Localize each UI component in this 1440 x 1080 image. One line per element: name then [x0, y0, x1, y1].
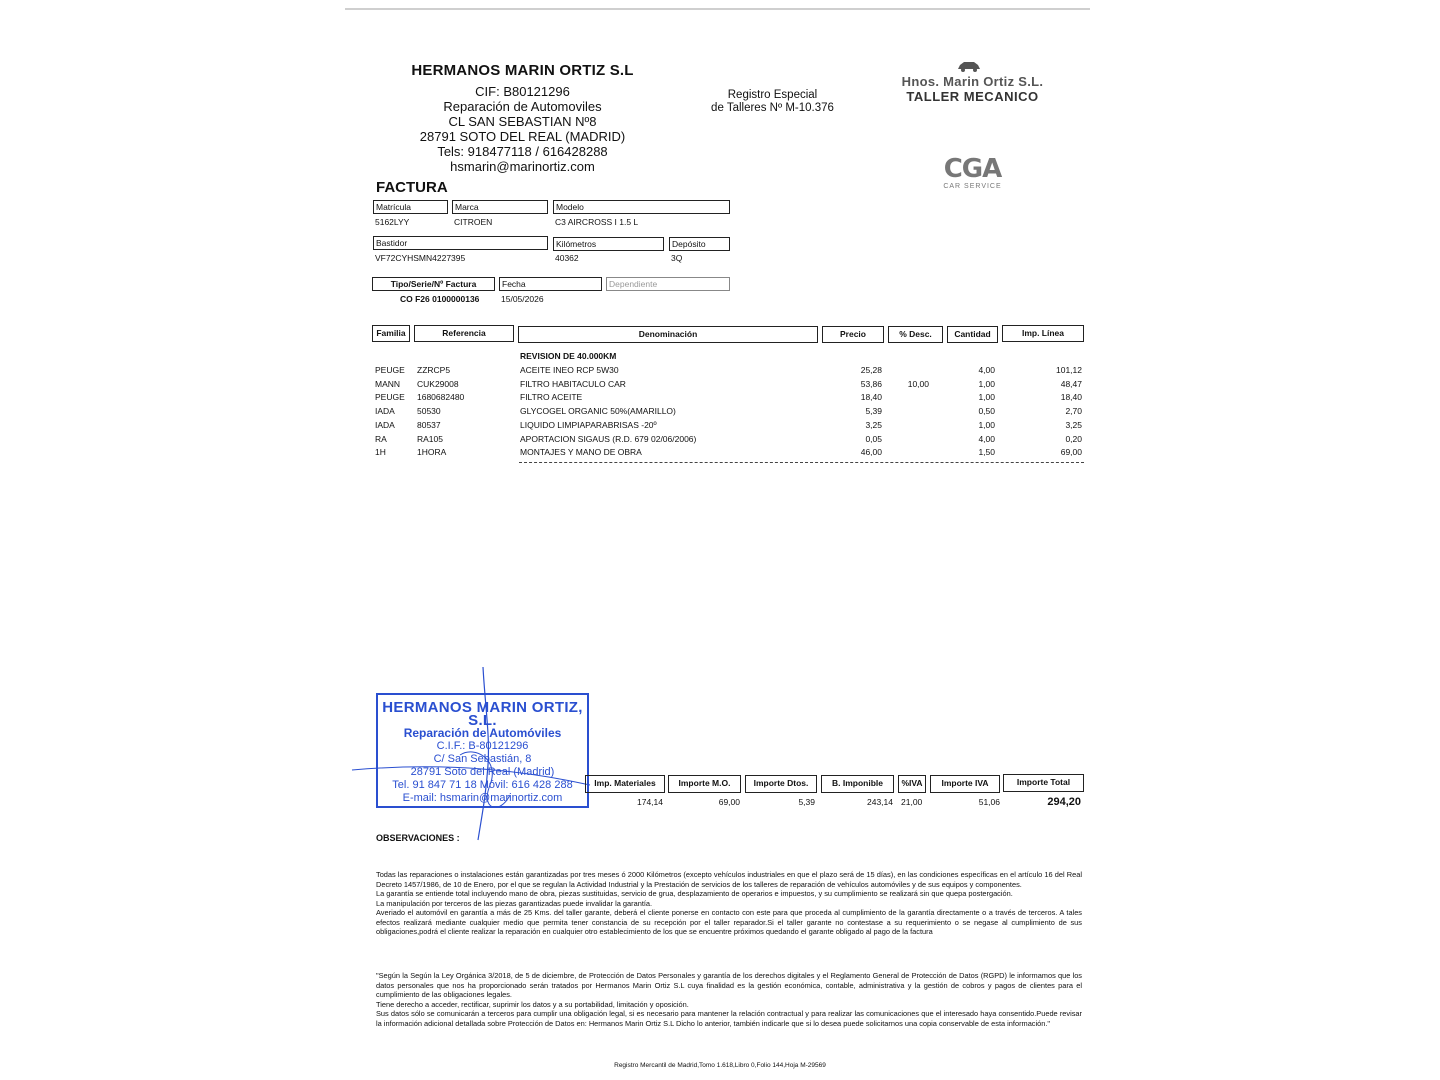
value-invoice-number: CO F26 0100000136 [400, 294, 480, 304]
row-familia: 1H [375, 447, 386, 458]
privacy-q2: Tiene derecho a acceder, rectificar, suprimir los datos y a su portabilidad, limitación y oposición. [376, 999, 689, 1009]
tot-h-base: B. Imponible [821, 775, 894, 793]
row-den: FILTRO ACEITE [520, 392, 583, 403]
tot-h-materiales: Imp. Materiales [585, 775, 665, 793]
company-name: HERMANOS MARIN ORTIZ S.L [411, 62, 634, 79]
value-deposito: 3Q [671, 253, 683, 263]
stamp-line5: 28791 Soto del Real (Madrid) [410, 766, 555, 778]
label-modelo: Modelo [553, 200, 730, 214]
car-icon [956, 60, 982, 72]
row-linea: 48,47 [1060, 378, 1082, 389]
tot-iva: 51,06 [978, 797, 1000, 807]
row-familia: PEUGE [375, 392, 405, 403]
privacy-q1: "Según la Según la Ley Orgánica 3/2018, de 5 de diciembre, de Protección de Datos Personales y garantía de los derechos digitales y el Reglamento General de Protección de Datos (RGPD) le informamos que los datos personales que nos ha proporcionado serán tratados por Hermanos Marin Ortiz S.L cuya finalidad es la gestión económica, contable, administrativa y la gestión de cobros y pagos de clientes para el cumplimiento de las obligaciones legales. [376, 971, 1082, 999]
registry-footer: Registro Mercantil de Madrid,Tomo 1.618,Libro 0,Folio 144,Hoja M-29569 [614, 1062, 826, 1069]
row-precio: 53,86 [860, 378, 882, 389]
cga-logo [930, 155, 1015, 190]
value-fecha: 15/05/2026 [501, 294, 544, 304]
registry-line2: de Talleres Nº M-10.376 [711, 102, 834, 114]
value-kilometros: 40362 [555, 253, 579, 263]
value-marca: CITROEN [454, 217, 493, 227]
tot-h-mo: Importe M.O. [668, 775, 741, 793]
cga-logo-mark: CGA [943, 154, 1002, 184]
col-familia: Familia [372, 325, 410, 342]
row-den: LIQUIDO LIMPIAPARABRISAS -20º [520, 419, 657, 430]
label-tipo-serie: Tipo/Serie/Nº Factura [372, 277, 495, 291]
col-denominacion: Denominación [518, 326, 818, 343]
label-bastidor: Bastidor [373, 236, 548, 250]
warranty-text [376, 870, 1082, 937]
observaciones-label: OBSERVACIONES : [376, 833, 460, 843]
tot-base: 243,14 [867, 797, 893, 807]
stamp-line4: C/ San Sebastián, 8 [433, 753, 532, 765]
row-desc: 10,00 [907, 378, 929, 389]
row-linea: 101,12 [1056, 365, 1082, 375]
row-cant: 1,00 [978, 392, 995, 403]
cga-logo-sub: CAR SERVICE [943, 183, 1002, 190]
tot-h-dtos: Importe Dtos. [745, 775, 817, 793]
table-end-divider [519, 462, 1084, 463]
row-linea: 2,70 [1065, 406, 1082, 417]
company-stamp [376, 693, 589, 808]
company-cif: CIF: B80121296 [475, 84, 570, 99]
label-fecha: Fecha [499, 277, 602, 291]
row-ref: 1680682480 [417, 392, 465, 403]
section-title: REVISION DE 40.000KM [520, 351, 617, 361]
row-precio: 5,39 [865, 406, 882, 417]
label-marca: Marca [452, 200, 548, 214]
value-matricula: 5162LYY [375, 217, 410, 227]
row-linea: 18,40 [1060, 392, 1082, 403]
row-familia: IADA [375, 406, 395, 417]
row-cant: 1,00 [978, 378, 995, 389]
row-ref: 1HORA [417, 447, 447, 458]
row-ref: CUK29008 [417, 378, 459, 389]
col-imp-linea: Imp. Línea [1002, 325, 1084, 342]
row-den: APORTACION SIGAUS (R.D. 679 02/06/2006) [520, 433, 697, 444]
col-cantidad: Cantidad [947, 326, 998, 343]
warranty-p3: La manipulación por terceros de las piezas garantizadas puede invalidar la garantía. [376, 898, 653, 908]
row-precio: 0,05 [865, 433, 882, 444]
row-familia: PEUGE [375, 365, 405, 375]
taller-logo-line1: Hnos. Marin Ortiz S.L. [901, 74, 1044, 89]
col-precio: Precio [822, 326, 884, 343]
company-activity: Reparación de Automoviles [443, 99, 602, 114]
label-matricula: Matrícula [373, 200, 448, 214]
company-city: 28791 SOTO DEL REAL (MADRID) [419, 129, 626, 144]
row-den: ACEITE INEO RCP 5W30 [520, 365, 619, 375]
company-email: hsmarin@marinortiz.com [450, 159, 595, 174]
value-bastidor: VF72CYHSMN4227395 [375, 253, 466, 263]
row-cant: 0,50 [978, 406, 995, 417]
scan-top-edge [345, 8, 1090, 10]
warranty-p2: La garantía se entiende total incluyendo mano de obra, piezas sustituidas, servicio de grua, desplazamiento de operarios e impuestos, y su cumplimiento se realizará sin que quepa postergación. [376, 889, 1013, 898]
col-desc: % Desc. [888, 326, 943, 343]
row-cant: 4,00 [978, 433, 995, 444]
row-familia: RA [375, 433, 387, 444]
row-linea: 0,20 [1065, 433, 1082, 444]
tot-iva-pct: 21,00 [901, 797, 923, 807]
value-modelo: C3 AIRCROSS I 1.5 L [555, 217, 639, 227]
row-linea: 69,00 [1060, 447, 1082, 458]
row-den: MONTAJES Y MANO DE OBRA [520, 447, 642, 458]
stamp-line1: HERMANOS MARIN ORTIZ, S.L. [382, 699, 583, 729]
row-cant: 4,00 [978, 365, 995, 375]
col-referencia: Referencia [414, 325, 514, 342]
row-precio: 25,28 [860, 365, 882, 375]
tot-dtos: 5,39 [798, 797, 815, 807]
stamp-line7: E-mail: hsmarin@marinortiz.com [402, 792, 563, 804]
taller-logo [890, 64, 1055, 104]
company-phones: Tels: 918477118 / 616428288 [437, 144, 608, 159]
row-cant: 1,00 [978, 419, 995, 430]
registry-info [690, 89, 855, 115]
warranty-p4: Averiado el automóvil en garantía a más de 25 Kms. del taller garante, deberá el cliente ponerse en contacto con este para que proceda al cumplimiento de la garantía directamente o a través de terceros. A tales efectos realizará mediante cualquier medio que permita tener constancia de su recepción por el taller reparador.Si el taller garante no contestase a su requerimiento o se negase al cumplimiento de sus obligaciones,podrá el cliente realizar la reparación en cualquier otro establecimiento de los que se encuentre próximos quedando el garante obligado al pago de la factura [376, 908, 1082, 936]
warranty-p1: Todas las reparaciones o instalaciones están garantizadas por tres meses ó 2000 Kilómetros (excepto vehículos industriales en que el plazo será de 15 días), en las condiciones específicas en el artículo 16 del Real Decreto 1457/1986, de 10 de Enero, por el que se regulan la Actividad Industrial y la Prestación de servicios de los talleres de reparación de vehículos automóviles y de sus equipos y componentes. [376, 870, 1082, 889]
row-precio: 18,40 [860, 392, 882, 403]
company-street: CL SAN SEBASTIAN Nº8 [448, 114, 597, 129]
privacy-text [376, 971, 1082, 1028]
row-ref: RA105 [417, 433, 443, 444]
row-ref: ZZRCP5 [417, 365, 451, 375]
label-kilometros: Kilómetros [553, 237, 664, 251]
tot-h-iva-pct: %IVA [898, 775, 926, 793]
tot-materiales: 174,14 [637, 797, 663, 807]
stamp-line2: Reparación de Automóviles [403, 726, 562, 740]
tot-h-iva: Importe IVA [930, 775, 1000, 793]
tot-mo: 69,00 [718, 797, 740, 807]
row-familia: MANN [375, 378, 401, 389]
stamp-line3: C.I.F.: B-80121296 [436, 740, 529, 752]
privacy-q3: Sus datos sólo se comunicarán a terceros para cumplir una obligación legal, si es necesario para mantener la relación contractual y para realizar las comunicaciones que el interesado haya consentido.Puede revisar la información adicional detallada sobre Protección de Datos en: Hermanos Marin Ortiz S.L Dicho lo anterior, también indicarle que si lo desea puede solicitarnos una copia conservable de esta información." [376, 1009, 1082, 1028]
taller-logo-line2: TALLER MECANICO [906, 89, 1039, 104]
row-precio: 46,00 [860, 447, 882, 458]
row-ref: 50530 [417, 406, 441, 417]
tot-h-total: Importe Total [1003, 774, 1084, 792]
row-den: FILTRO HABITACULO CAR [520, 378, 626, 389]
label-deposito: Depósito [669, 237, 730, 251]
row-precio: 3,25 [865, 419, 882, 430]
row-familia: IADA [375, 419, 395, 430]
row-ref: 80537 [417, 419, 441, 430]
row-den: GLYCOGEL ORGANIC 50%(AMARILLO) [520, 406, 676, 417]
stamp-line6: Tel. 91 847 71 18 Móvil: 616 428 288 [392, 779, 573, 791]
row-cant: 1,50 [978, 447, 995, 458]
registry-line1: Registro Especial [727, 89, 818, 101]
row-linea: 3,25 [1065, 419, 1082, 430]
document-title: FACTURA [376, 179, 448, 196]
label-dependiente: Dependiente [606, 277, 730, 291]
tot-total: 294,20 [1047, 796, 1081, 808]
